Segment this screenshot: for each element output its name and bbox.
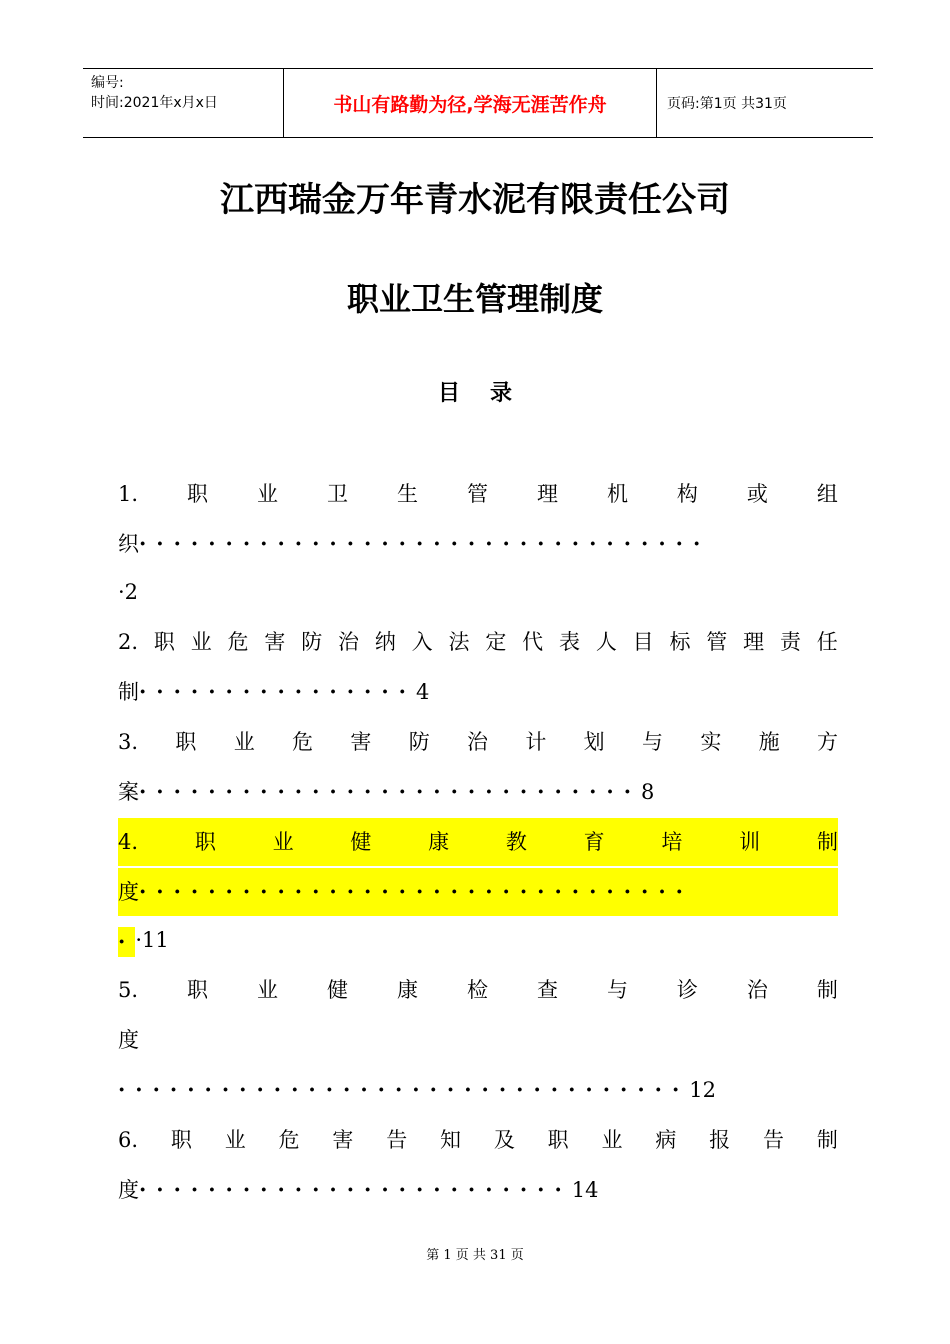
toc-leader-dots: ·································	[139, 531, 711, 556]
toc-char: 法	[448, 630, 470, 654]
toc-entry-4-line-1[interactable]	[118, 818, 838, 866]
toc-char: 实	[700, 730, 722, 754]
toc-char: 知	[440, 1128, 462, 1152]
toc-char: 康	[428, 830, 450, 854]
toc-char: 防	[301, 630, 323, 654]
toc-char: 目	[632, 630, 654, 654]
toc-leader-dots: ·	[118, 927, 135, 957]
toc-char: 方	[816, 730, 838, 754]
toc-continuation: 织	[118, 532, 139, 556]
toc-char: 机	[606, 482, 628, 506]
toc-leader-dots: ·························	[139, 1177, 572, 1202]
toc-char: 理	[536, 482, 558, 506]
toc-char: 治	[338, 630, 360, 654]
toc-page-number: ·11	[135, 928, 169, 952]
toc-char: 业	[601, 1128, 623, 1152]
header-motto: 书山有路勤为径,学海无涯苦作舟	[284, 69, 657, 137]
toc-leader-dots: ································	[139, 879, 693, 904]
toc-leader-dots: ················	[139, 679, 416, 704]
toc-char: 防	[408, 730, 430, 754]
toc-page-number: ·2	[118, 580, 139, 604]
toc-entry-5-line-3[interactable]	[118, 1066, 838, 1114]
toc-char: 告	[762, 1128, 784, 1152]
toc-char: 健	[327, 978, 348, 1002]
header-page-info: 页码:第1页 共31页	[667, 96, 787, 112]
toc-char: 危	[278, 1128, 300, 1152]
toc-char: 业	[257, 978, 279, 1002]
toc-entry-3-line-2[interactable]	[118, 768, 838, 816]
toc-char: 职	[175, 730, 197, 754]
toc-char: 教	[505, 830, 527, 854]
toc-char: 纳	[374, 630, 396, 654]
toc-char: 划	[583, 730, 605, 754]
toc-leader-dots: ·····························	[139, 779, 642, 804]
toc-continuation: 度	[118, 880, 139, 904]
toc-page-number: 4	[415, 680, 430, 704]
toc-char: 构	[676, 482, 698, 506]
toc-char: 业	[233, 730, 255, 754]
toc-char: 病	[655, 1128, 677, 1152]
toc-char: 职	[153, 630, 175, 654]
toc-entry-6-line-1[interactable]	[118, 1116, 838, 1164]
toc-char: 业	[257, 482, 279, 506]
toc-char: 职	[547, 1128, 569, 1152]
toc-entry-4-line-2[interactable]	[118, 868, 838, 916]
toc-page-number: 14	[571, 1178, 599, 1202]
toc-continuation: 制	[118, 680, 139, 704]
toc-char: 与	[606, 978, 628, 1002]
toc-char: 责	[779, 630, 801, 654]
toc-char: 组	[816, 482, 838, 506]
toc-page-number: 12	[689, 1078, 716, 1102]
page-footer: 第 1 页 共 31 页	[426, 1248, 524, 1263]
toc-entry-number: 1.	[118, 482, 139, 506]
toc-char: 危	[227, 630, 249, 654]
toc-char: 报	[709, 1128, 731, 1152]
number-label: 编号:	[91, 75, 124, 91]
toc-char: 卫	[327, 482, 348, 506]
toc-char: 施	[758, 730, 780, 754]
toc-entry-1-line-2[interactable]	[118, 520, 838, 568]
toc-char: 职	[194, 830, 216, 854]
toc-char: 人	[595, 630, 617, 654]
toc-char: 管	[466, 482, 488, 506]
toc-entry-5-line-2[interactable]	[118, 1016, 838, 1064]
toc-char: 培	[661, 830, 683, 854]
toc-page-number: 8	[641, 780, 655, 804]
toc-char: 康	[396, 978, 418, 1002]
toc-char: 害	[264, 630, 286, 654]
toc-heading: 目录	[437, 381, 542, 406]
toc-char: 业	[224, 1128, 246, 1152]
toc-entry-number: 6.	[118, 1128, 139, 1152]
toc-entry-6-line-2[interactable]	[118, 1166, 838, 1214]
toc-leader-dots: ·································	[118, 1077, 690, 1102]
toc-char: 表	[558, 630, 580, 654]
toc-char: 告	[386, 1128, 408, 1152]
toc-char: 职	[187, 978, 209, 1002]
toc-char: 制	[816, 978, 838, 1002]
toc-char: 制	[816, 830, 838, 854]
toc-char: 制	[816, 1128, 838, 1152]
toc-char: 管	[706, 630, 728, 654]
toc-entry-number: 3.	[118, 730, 139, 754]
toc-entry-3-line-1[interactable]	[118, 718, 838, 766]
document-title: 职业卫生管理制度	[346, 280, 603, 318]
toc-continuation: 案	[118, 780, 139, 804]
toc-char: 检	[466, 978, 488, 1002]
toc-char: 健	[350, 830, 372, 854]
toc-char: 训	[739, 830, 761, 854]
toc-entry-1-line-1[interactable]	[118, 470, 838, 518]
toc-entry-2-line-1[interactable]	[118, 618, 838, 666]
toc-char: 入	[411, 630, 433, 654]
toc-char: 职	[170, 1128, 192, 1152]
toc-char: 危	[292, 730, 314, 754]
toc-entry-4-line-3[interactable]	[118, 916, 838, 964]
toc-entry-number: 5.	[118, 978, 139, 1002]
time-label: 时间:2021年x月x日	[91, 95, 218, 111]
toc-entry-1-line-3[interactable]	[118, 568, 838, 616]
toc-char: 查	[536, 978, 558, 1002]
toc-char: 或	[746, 482, 768, 506]
toc-char: 与	[642, 730, 663, 754]
toc-entry-2-line-2[interactable]	[118, 668, 838, 716]
company-title: 江西瑞金万年青水泥有限责任公司	[220, 180, 730, 220]
toc-char: 理	[743, 630, 765, 654]
toc-char: 代	[522, 630, 544, 654]
toc-char: 业	[272, 830, 294, 854]
toc-entry-number: 2.	[118, 630, 139, 654]
page-header	[83, 68, 873, 138]
toc-char: 害	[350, 730, 372, 754]
toc-continuation: 度	[118, 1178, 139, 1202]
toc-continuation: 度	[118, 1028, 139, 1052]
toc-char: 治	[746, 978, 768, 1002]
toc-char: 职	[187, 482, 209, 506]
toc-char: 治	[467, 730, 489, 754]
toc-char: 任	[816, 630, 838, 654]
toc-char: 及	[493, 1128, 515, 1152]
toc-char: 生	[396, 482, 418, 506]
toc-char: 害	[332, 1128, 354, 1152]
toc-entry-5-line-1[interactable]	[118, 966, 838, 1014]
toc-char: 育	[583, 830, 605, 854]
toc-char: 业	[190, 630, 212, 654]
toc-char: 标	[669, 630, 691, 654]
toc-char: 定	[485, 630, 507, 654]
header-meta-cell	[83, 69, 284, 137]
toc-char: 诊	[676, 978, 698, 1002]
toc-entry-number: 4.	[118, 830, 139, 854]
toc-char: 计	[525, 730, 547, 754]
